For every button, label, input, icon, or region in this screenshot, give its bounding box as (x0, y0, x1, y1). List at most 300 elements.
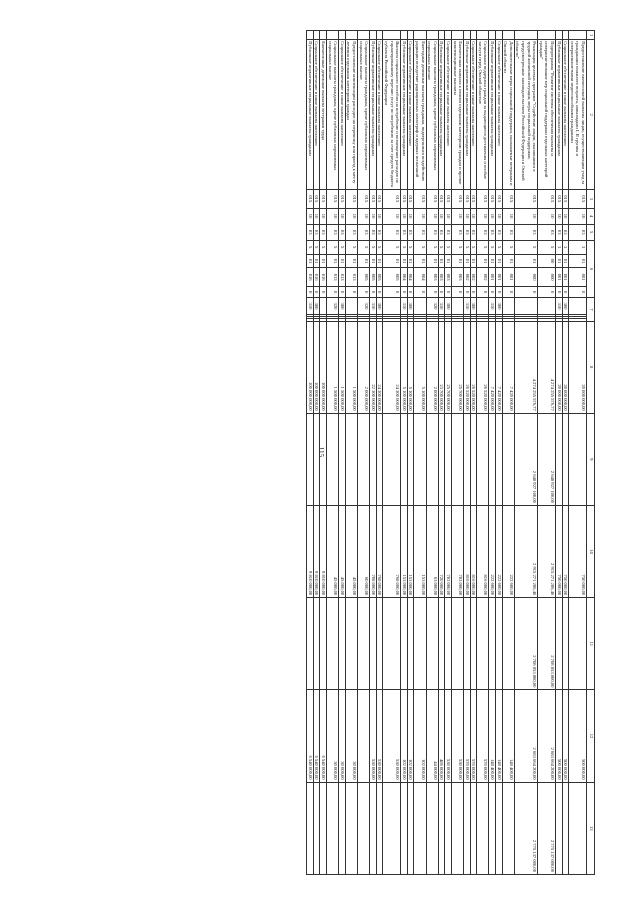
table-cell: 03 (426, 224, 438, 240)
table-cell (407, 598, 414, 690)
table-cell: 03 (370, 224, 377, 240)
table-cell: 10 (370, 208, 377, 224)
row-description: Публичные нормативные социальные выплаты гражданам (464, 40, 471, 190)
table-row (477, 31, 489, 875)
table-cell: 530 000,00 (451, 690, 463, 782)
table-cell: 100 000 000,00 (313, 321, 320, 413)
table-cell (358, 413, 370, 505)
table-cell (489, 782, 496, 874)
table-cell (313, 31, 320, 40)
table-cell: 10 (445, 208, 452, 224)
row-description: Социальное обеспечение и иные выплаты населению (407, 40, 414, 190)
table-cell: 20 000 000,00 (569, 321, 587, 413)
table-cell: 0 (327, 286, 339, 298)
table-cell: 222 600,00 (502, 505, 514, 597)
table-cell: 24 300 000,00 (383, 321, 401, 413)
table-cell: 310 (307, 298, 314, 314)
col-header: 1 (587, 31, 595, 40)
table-cell (345, 782, 357, 874)
table-cell: 01 (327, 254, 339, 268)
table-cell (376, 782, 383, 874)
table-cell: 30 000,00 (339, 690, 346, 782)
table-cell: 0 (496, 286, 503, 298)
table-cell: 5 (438, 240, 445, 254)
table-cell (569, 598, 587, 690)
table-row (502, 31, 514, 875)
table-cell (376, 413, 383, 505)
table-cell (414, 31, 426, 40)
table-cell (562, 413, 569, 505)
budget-table (306, 30, 595, 875)
table-cell: 0 (414, 286, 426, 298)
table-cell (383, 598, 401, 690)
table-cell: 015 (320, 190, 327, 208)
table-cell (538, 298, 556, 314)
table-row (538, 31, 556, 875)
table-cell: 03 (401, 224, 408, 240)
table-cell: 01 (562, 254, 569, 268)
table-cell: 0 (538, 286, 556, 298)
col-header: 13 (587, 782, 595, 874)
table-cell: 03 (477, 224, 489, 240)
table-cell: 300 (496, 298, 503, 314)
table-cell (514, 31, 537, 40)
table-cell: 7 420 000,00 (502, 321, 514, 413)
table-cell (320, 298, 327, 314)
table-cell (358, 782, 370, 874)
table-cell: 30 000,00 (345, 690, 357, 782)
table-cell (414, 782, 426, 874)
table-cell: 03 (451, 224, 463, 240)
table-cell: 5 (514, 240, 537, 254)
table-row (451, 31, 463, 875)
table-cell (345, 298, 357, 314)
col-header: 4 (587, 208, 595, 224)
table-cell: 25 700 000,00 (451, 321, 463, 413)
table-cell: 015 (464, 190, 471, 208)
table-cell: 016 (307, 268, 314, 286)
row-description: Социальное обеспечение и иные выплаты населению (496, 40, 503, 190)
table-cell: 816 000,00 (470, 505, 477, 597)
table-row (464, 31, 471, 875)
table-cell: 015 (407, 190, 414, 208)
table-row (376, 31, 383, 875)
col-header: 2 (587, 40, 595, 190)
table-cell: 530 000,00 (370, 690, 377, 782)
table-cell: 013 (339, 268, 346, 286)
table-cell: 001 (489, 268, 496, 286)
table-cell: 26 520 000,00 (477, 321, 489, 413)
table-cell: 153 000,00 (401, 505, 408, 597)
table-cell: 0 (383, 286, 401, 298)
table-row (313, 31, 320, 875)
table-cell: 45 000,00 (345, 505, 357, 597)
table-cell: 7 420 000,00 (496, 321, 503, 413)
table-cell: 004 (401, 268, 408, 286)
table-cell (470, 31, 477, 40)
table-cell: 9 810 000,00 (320, 505, 327, 597)
table-cell: 013 (345, 268, 357, 286)
table-cell: 015 (307, 190, 314, 208)
table-cell (414, 598, 426, 690)
table-cell: 530 000,00 (383, 690, 401, 782)
table-cell: 5 (502, 240, 514, 254)
row-description: Дополнительные меры социальной поддержки, оказываемые ветеранам и Омской области (502, 40, 514, 190)
table-cell: 5 (414, 240, 426, 254)
table-cell (376, 31, 383, 40)
table-cell (320, 598, 327, 690)
table-cell: 01 (414, 254, 426, 268)
table-cell: 6 540 000,00 (313, 690, 320, 782)
row-description: Социальное обеспечение и иные выплаты населению (445, 40, 452, 190)
row-description: Ежемесячная выплата к пенсии отдельным категориям граждан и прочие компенсационные выплаты (451, 40, 463, 190)
table-cell: 03 (327, 224, 339, 240)
table-cell: 015 (426, 190, 438, 208)
table-row (345, 31, 357, 875)
table-cell: 01 (426, 254, 438, 268)
table-cell: 10 (320, 208, 327, 224)
table-cell: 45 000,00 (339, 505, 346, 597)
table-cell: 016 (313, 268, 320, 286)
table-cell (489, 413, 496, 505)
table-cell (370, 598, 377, 690)
table-cell (401, 31, 408, 40)
table-cell: 003 (426, 268, 438, 286)
table-cell: 2 915 271 286,46 (538, 505, 556, 597)
table-row (438, 31, 445, 875)
table-cell: 003 (445, 268, 452, 286)
table-cell: 20 000 000,00 (562, 321, 569, 413)
table-cell: 015 (401, 190, 408, 208)
table-cell: 100 000 000,00 (307, 321, 314, 413)
table-cell: 0 (307, 286, 314, 298)
table-cell: 783 000,00 (451, 505, 463, 597)
table-cell (477, 31, 489, 40)
table-cell (358, 690, 370, 782)
table-cell (401, 598, 408, 690)
table-cell: 1 500 000,00 (345, 321, 357, 413)
table-cell: 708 000,00 (370, 505, 377, 597)
table-row (562, 31, 569, 875)
table-cell: 5 (376, 240, 383, 254)
table-cell: 015 (345, 190, 357, 208)
table-cell (438, 782, 445, 874)
table-cell (414, 413, 426, 505)
table-cell (383, 31, 401, 40)
table-cell: 26 520 000,00 (464, 321, 471, 413)
table-cell (556, 413, 563, 505)
table-cell (562, 598, 569, 690)
table-cell (502, 298, 514, 314)
table-cell: 2 683 664 200,00 (514, 690, 537, 782)
table-cell: 222 600,00 (489, 505, 496, 597)
table-cell: 530 000,00 (445, 690, 452, 782)
table-cell: 03 (569, 224, 587, 240)
table-cell (569, 298, 587, 314)
col-header: 9 (587, 413, 595, 505)
table-cell (556, 598, 563, 690)
table-cell: 03 (376, 224, 383, 240)
table-row (445, 31, 452, 875)
table-cell (358, 31, 370, 40)
table-cell: 004 (414, 268, 426, 286)
table-cell (320, 413, 327, 505)
table-cell (376, 598, 383, 690)
table-cell: 0 (407, 286, 414, 298)
table-cell: 015 (556, 190, 563, 208)
table-cell: 300 (313, 298, 320, 314)
row-description: Ежегодные денежные выплаты гражданам, подвергшимся воздействию радиации вследствие радиационных катастроф и ядерных испытаний (414, 40, 426, 190)
table-cell: 01 (358, 254, 370, 268)
table-cell: 0 (445, 286, 452, 298)
table-cell: 2 775 137 000,00 (514, 782, 537, 874)
table-cell: 320 (358, 298, 370, 314)
table-cell: 300 (407, 298, 414, 314)
table-cell: 03 (514, 224, 537, 240)
table-cell: 03 (313, 224, 320, 240)
table-cell: 03 (320, 224, 327, 240)
table-cell: 530 000,00 (376, 690, 383, 782)
table-cell: 01 (383, 254, 401, 268)
table-cell (445, 782, 452, 874)
table-cell (345, 413, 357, 505)
row-description: Публичные нормативные социальные выплаты гражданам (438, 40, 445, 190)
table-cell (383, 413, 401, 505)
table-cell: 5 (307, 240, 314, 254)
table-cell: 0 (502, 286, 514, 298)
table-cell: 03 (383, 224, 401, 240)
table-cell: 013 (327, 268, 339, 286)
table-cell: 24 300 000,00 (376, 321, 383, 413)
row-description: Социальные выплаты гражданам, кроме публичных нормативных социальных выплат (358, 40, 370, 190)
table-cell: 500 000,00 (562, 690, 569, 782)
table-cell: 2 648 927 100,00 (514, 413, 537, 505)
table-cell: 1 500 000,00 (339, 321, 346, 413)
table-cell: 750 000,00 (569, 505, 587, 597)
table-cell: 0 (556, 286, 563, 298)
table-cell (489, 31, 496, 40)
table-cell: 03 (345, 224, 357, 240)
table-cell: 002 (470, 268, 477, 286)
table-cell (407, 31, 414, 40)
table-row (470, 31, 477, 875)
table-cell: 01 (470, 254, 477, 268)
table-cell: 310 (401, 298, 408, 314)
table-cell (383, 782, 401, 874)
table-cell: 015 (339, 190, 346, 208)
table-cell: 10 (562, 208, 569, 224)
table-cell (339, 598, 346, 690)
table-cell: 002 (477, 268, 489, 286)
table-cell (464, 413, 471, 505)
table-cell: 0 (451, 286, 463, 298)
table-cell: 10 (376, 208, 383, 224)
table-row (569, 31, 587, 875)
table-cell: 5 (407, 240, 414, 254)
table-cell: 001 (556, 268, 563, 286)
table-cell (339, 31, 346, 40)
row-description: Социальное обеспечение и иные выплаты населению (339, 40, 346, 190)
table-cell: 015 (358, 190, 370, 208)
table-row (358, 31, 370, 875)
table-cell: 5 (401, 240, 408, 254)
table-cell: 5 (470, 240, 477, 254)
table-cell: 750 000,00 (562, 505, 569, 597)
table-cell: 320 (426, 298, 438, 314)
table-cell: 01 (370, 254, 377, 268)
table-cell (370, 413, 377, 505)
row-description: Публичные нормативные социальные выплаты гражданам (307, 40, 314, 190)
table-cell (538, 31, 556, 40)
table-cell: 5 (464, 240, 471, 254)
table-cell: 003 (451, 268, 463, 286)
table-row (556, 31, 563, 875)
table-cell: 03 (562, 224, 569, 240)
table-cell (514, 298, 537, 314)
table-cell: 816 000,00 (477, 505, 489, 597)
table-cell (307, 31, 314, 40)
row-description: Подпрограмма "Развитие системы обеспечения выплаты и совершенствование мер социальной поддержки отдельных категорий граждан" (538, 40, 556, 190)
table-cell: 310 (438, 298, 445, 314)
table-row (489, 31, 496, 875)
table-cell (451, 782, 463, 874)
table-cell: 01 (502, 254, 514, 268)
row-description: Публичные нормативные социальные выплаты гражданам (556, 40, 563, 190)
table-cell: 015 (502, 190, 514, 208)
table-cell (477, 782, 489, 874)
table-row (327, 31, 339, 875)
table-cell (320, 782, 327, 874)
table-cell: 2 708 853 800,00 (514, 598, 537, 690)
table-cell: 22 300 000,00 (370, 321, 377, 413)
table-row (320, 31, 327, 875)
table-cell: 30 000,00 (327, 690, 339, 782)
table-cell (445, 598, 452, 690)
table-cell: 102 000,00 (414, 690, 426, 782)
row-description: Публичные нормативные социальные выплаты гражданам (370, 40, 377, 190)
table-cell (502, 782, 514, 874)
table-cell: 015 (538, 190, 556, 208)
table-cell: 03 (307, 224, 314, 240)
table-cell: 570 000,00 (470, 690, 477, 782)
table-cell (451, 598, 463, 690)
table-cell: 2 648 927 100,00 (538, 413, 556, 505)
table-cell (407, 413, 414, 505)
table-cell: 100 000 000,00 (320, 321, 327, 413)
table-cell: 015 (569, 190, 587, 208)
table-cell (307, 413, 314, 505)
table-cell: 01 (438, 254, 445, 268)
table-cell (445, 413, 452, 505)
table-cell: 486 000,00 (438, 690, 445, 782)
table-cell: 10 (477, 208, 489, 224)
table-cell: 01 (556, 254, 563, 268)
table-cell: 015 (376, 190, 383, 208)
table-cell (313, 782, 320, 874)
column-number-row (587, 31, 595, 875)
table-cell: 20 000 000,00 (556, 321, 563, 413)
table-cell: 03 (407, 224, 414, 240)
col-header: 6 (587, 240, 595, 298)
table-cell: 10 (538, 208, 556, 224)
table-cell: 10 (313, 208, 320, 224)
table-cell (426, 31, 438, 40)
table-cell (327, 598, 339, 690)
table-cell: 0 (438, 286, 445, 298)
table-cell: 0 (477, 286, 489, 298)
table-cell (477, 598, 489, 690)
table-cell: 01 (569, 254, 587, 268)
table-cell: 23 700 000,00 (438, 321, 445, 413)
table-cell: 10 (438, 208, 445, 224)
table-cell (438, 31, 445, 40)
table-cell (327, 782, 339, 874)
table-cell: 015 (383, 190, 401, 208)
table-cell: 016 (320, 268, 327, 286)
table-cell: 45 000,00 (327, 505, 339, 597)
table-cell: 0 (464, 286, 471, 298)
table-cell: 03 (470, 224, 477, 240)
row-description: Социальное обеспечение и иные выплаты населению (562, 40, 569, 190)
table-cell (370, 31, 377, 40)
table-cell: 148 400,00 (489, 690, 496, 782)
row-description: Ежемесячные денежные выплаты ветеранам труда (320, 40, 327, 190)
table-cell: 310 (556, 298, 563, 314)
table-cell (556, 782, 563, 874)
table-cell: 153 000,00 (407, 505, 414, 597)
table-cell: 0 (376, 286, 383, 298)
table-cell: 7 420 000,00 (489, 321, 496, 413)
table-body (307, 31, 587, 875)
table-cell: 001 (562, 268, 569, 286)
table-cell: 03 (438, 224, 445, 240)
table-cell: 0 (514, 286, 537, 298)
table-cell (502, 31, 514, 40)
table-cell: 9 810 000,00 (307, 505, 314, 597)
table-cell: 3 (562, 240, 569, 254)
table-cell: 01 (496, 254, 503, 268)
row-description: Социальное обеспечение и иные выплаты населению (313, 40, 320, 190)
table-cell: 102 000,00 (401, 690, 408, 782)
table-cell: 03 (489, 224, 496, 240)
table-cell: 60 000,00 (358, 505, 370, 597)
table-cell: 005 (370, 268, 377, 286)
row-description: Социальное обеспечение и иные выплаты населению (376, 40, 383, 190)
table-cell: 3 (569, 240, 587, 254)
table-cell: 6 540 000,00 (307, 690, 314, 782)
table-cell: 300 (376, 298, 383, 314)
table-cell: 01 (464, 254, 471, 268)
table-cell (307, 598, 314, 690)
table-row (407, 31, 414, 875)
table-cell: 750 000,00 (556, 505, 563, 597)
table-cell: 44 000,00 (426, 690, 438, 782)
table-cell: 570 000,00 (477, 690, 489, 782)
rotated-table-container (55, 30, 595, 875)
table-cell (345, 598, 357, 690)
table-cell: 4 274 255 576,77 (514, 321, 537, 413)
table-cell: 9 810 000,00 (313, 505, 320, 597)
table-row (307, 31, 314, 875)
table-cell: 300 (470, 298, 477, 314)
row-description: Социальная поддержка граждан за выдающиеся достижения и особые заслуги перед Омской областью (477, 40, 489, 190)
col-header: 8 (587, 321, 595, 413)
table-cell: 01 (451, 254, 463, 268)
table-cell (489, 598, 496, 690)
table-cell: 01 (376, 254, 383, 268)
table-cell: 0 (569, 286, 587, 298)
table-cell: 0 (401, 286, 408, 298)
